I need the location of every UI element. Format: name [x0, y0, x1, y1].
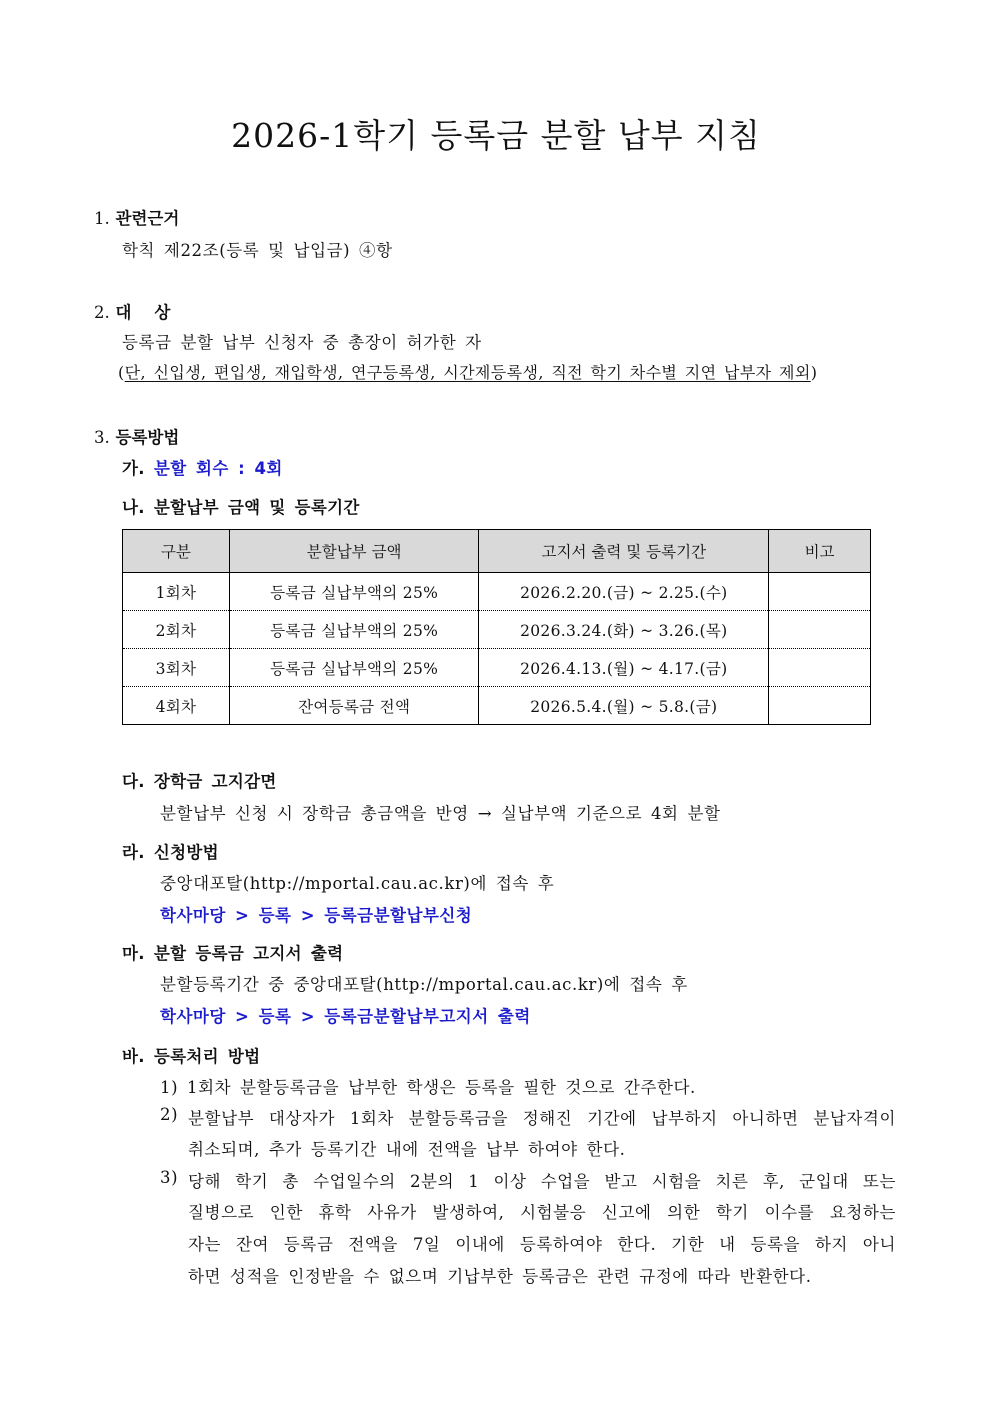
header-amount: 분할납부 금액: [229, 530, 479, 573]
subsection-ra: [122, 839, 219, 863]
document-title: 2026-1학기 등록금 분할 납부 지침: [231, 116, 761, 155]
installment-schedule-table: [122, 529, 871, 725]
section-1-heading: [94, 205, 179, 229]
subsection-ma-marker: 마.: [122, 944, 145, 963]
item-2-line-1: 분할납부 대상자가 1회차 분할등록금을 정해진 기간에 납부하지 아니하면 분납자격이: [188, 1109, 896, 1128]
subsection-da-title: 장학금 고지감면: [153, 772, 277, 791]
cell-remarks: [769, 649, 871, 687]
cell-amount: 잔여등록금 전액: [229, 687, 479, 725]
cell-installment: 3회차: [123, 649, 230, 687]
subsection-da: [122, 768, 277, 792]
subsection-na-title: 분할납부 금액 및 등록기간: [153, 498, 360, 517]
subsection-ra-title: 신청방법: [153, 843, 219, 862]
item-3-line-1: 당해 학기 총 수업일수의 2분의 1 이상 수업을 받고 시험을 치른 후, 군입대 또는: [188, 1172, 896, 1191]
application-menu-path: 학사마당 > 등록 > 등록금분할납부신청: [160, 906, 473, 925]
section-1-text: 학칙 제22조(등록 및 납입금) ④항: [122, 241, 393, 260]
installment-count: 분할 회수 : 4회: [153, 459, 283, 478]
cell-remarks: [769, 611, 871, 649]
table-row: [123, 573, 871, 611]
note-open-paren: (: [118, 363, 125, 382]
table-row: [123, 649, 871, 687]
processing-item-3: [160, 1168, 178, 1187]
cell-installment: 1회차: [155, 583, 197, 602]
subsection-da-marker: 다.: [122, 772, 145, 791]
item-1-marker: 1): [160, 1078, 179, 1097]
section-2-note: [118, 360, 817, 383]
cell-period: 2026.2.20.(금) ~ 2.25.(수): [479, 573, 769, 611]
item-1-line-1: 1회차 분할등록금을 납부한 학생은 등록을 필한 것으로 간주한다.: [187, 1078, 696, 1097]
subsection-ba-title: 등록처리 방법: [153, 1047, 261, 1066]
section-3-number: 3.: [94, 428, 110, 447]
subsection-ra-marker: 라.: [122, 843, 145, 862]
note-close-paren: ): [810, 363, 818, 382]
subsection-ba: [122, 1043, 260, 1067]
note-exclusions: 단, 신입생, 편입생, 재입학생, 연구등록생, 시간제등록생, 직전 학기 차수별 지연 납부자 제외: [124, 363, 811, 382]
subsection-ga-marker: 가.: [122, 459, 145, 478]
subsection-ma: [122, 940, 343, 964]
section-2-number: 2.: [94, 303, 110, 322]
header-period: 고지서 출력 및 등록기간: [479, 530, 769, 573]
header-category: 구분: [123, 530, 230, 573]
subsection-na-marker: 나.: [122, 498, 145, 517]
subsection-na: [122, 494, 360, 518]
cell-period: 2026.4.13.(월) ~ 4.17.(금): [479, 649, 769, 687]
subsection-ma-title: 분할 등록금 고지서 출력: [153, 944, 344, 963]
item-2-marker: 2): [160, 1105, 179, 1124]
section-2-title: 대 상: [115, 303, 171, 322]
processing-item-1: [160, 1074, 696, 1098]
section-2-text: 등록금 분할 납부 신청자 중 총장이 허가한 자: [122, 333, 482, 352]
table-row: [123, 687, 871, 725]
section-3-heading: [94, 424, 179, 448]
cell-installment: 2회차: [123, 611, 230, 649]
section-2-heading: [94, 299, 170, 323]
invoice-portal-text: 분할등록기간 중 중앙대포탈(http://mportal.cau.ac.kr)에 접속 후: [160, 975, 688, 994]
section-1-title: 관련근거: [115, 209, 180, 228]
scholarship-text: 분할납부 신청 시 장학금 총금액을 반영 → 실납부액 기준으로 4회 분할: [160, 804, 721, 823]
cell-installment: 4회차: [123, 687, 230, 725]
application-portal-text: 중앙대포탈(http://mportal.cau.ac.kr)에 접속 후: [160, 874, 555, 893]
cell-period: 2026.5.4.(월) ~ 5.8.(금): [479, 687, 769, 725]
table-row: [123, 611, 871, 649]
item-3-line-4: 하면 성적을 인정받을 수 없으며 기납부한 등록금은 관련 규정에 따라 반환한다.: [188, 1267, 812, 1286]
cell-amount: 등록금 실납부액의 25%: [229, 611, 479, 649]
item-3-line-3: 자는 잔여 등록금 전액을 7일 이내에 등록하여야 한다. 기한 내 등록을 하지 아니: [188, 1235, 896, 1254]
cell-amount: 등록금 실납부액의 25%: [229, 649, 479, 687]
subsection-ga: [122, 455, 283, 479]
processing-item-2: [160, 1105, 178, 1124]
item-2-line-2: 취소되며, 추가 등록기간 내에 전액을 납부 하여야 한다.: [188, 1140, 626, 1159]
cell-period: 2026.3.24.(화) ~ 3.26.(목): [479, 611, 769, 649]
header-remarks: 비고: [769, 530, 871, 573]
cell-amount: 등록금 실납부액의 25%: [229, 573, 479, 611]
item-3-marker: 3): [160, 1168, 179, 1187]
invoice-menu-path: 학사마당 > 등록 > 등록금분할납부고지서 출력: [160, 1007, 531, 1026]
item-3-line-2: 질병으로 인한 휴학 사유가 발생하여, 시험불응 신고에 의한 학기 이수를 요청하는: [188, 1203, 896, 1222]
section-1-number: 1.: [94, 209, 110, 228]
cell-remarks: [769, 573, 871, 611]
table-header-row: [123, 530, 871, 573]
cell-remarks: [769, 687, 871, 725]
section-3-title: 등록방법: [115, 428, 180, 447]
subsection-ba-marker: 바.: [122, 1047, 145, 1066]
